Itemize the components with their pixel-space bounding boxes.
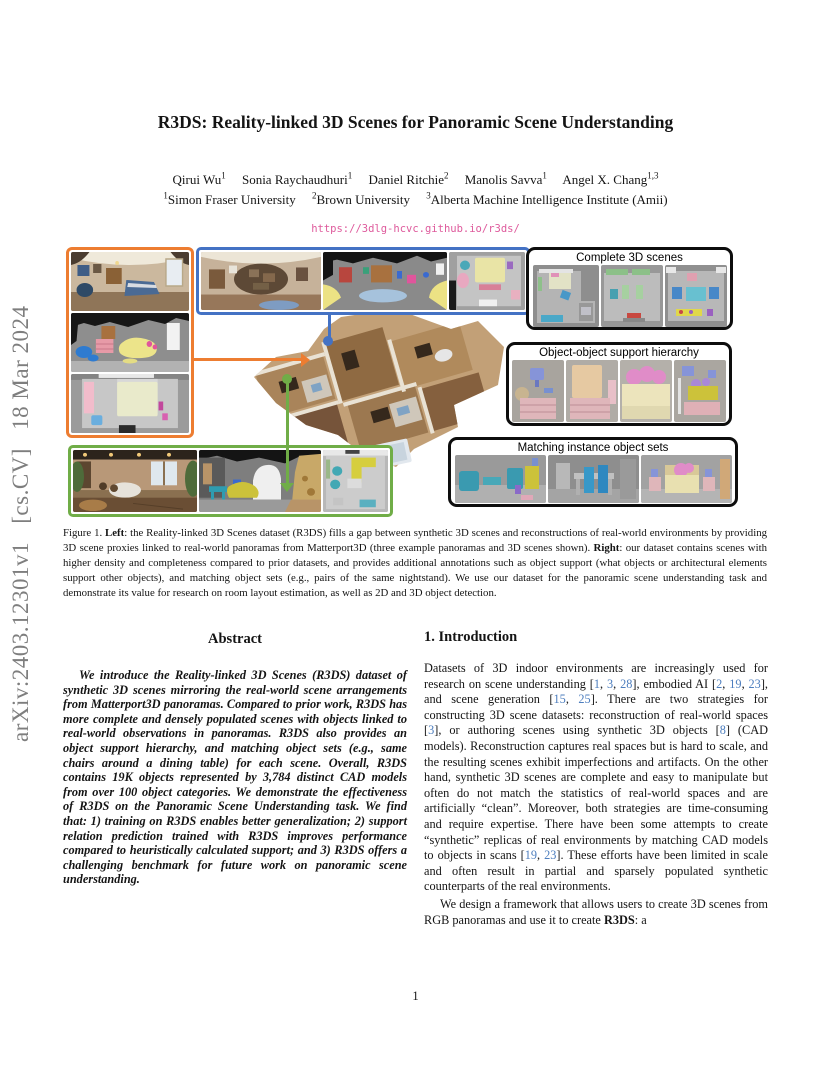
panorama-semantic-living: [199, 450, 321, 512]
bold-text: Right: [593, 542, 620, 555]
superscript: 2: [443, 170, 449, 181]
citation-link[interactable]: 15: [553, 692, 566, 707]
intro-paragraph-1: Datasets of 3D indoor environments are increasingly used for research on scene understanding [1, 3, 28], embodied AI [2, 19, 23], and scene generation [15, 25]. There are two strategies for constructing 3D scene datasets: reconstruction of real-world spaces [3], or authoring scenes using synthetic 3D objects [8] (CAD models). Reconstruction captures real spaces but is hard to scale, and the resulting scenes exhibit imperfections and artifacts. On the other hand, synthetic 3D scenes are complete and easy to manipulate but often do not match the statistics of real-world spaces and are artificially “clean”. Moreover, both strategies are time-consuming and require expertise. There have been some attempts to create “synthetic” replicas of real environments by matching CAD models to objects in scans [19, 23]. These efforts have been limited in scale and often result in partial and sparsely populated synthetic counterparts of the real environments.: [424, 661, 768, 894]
complete-3d-scenes-box: [526, 247, 733, 330]
matching-sets-label: Matching instance object sets: [517, 442, 669, 454]
connector-orange-arrow-icon: [301, 353, 310, 367]
scene-topdown-bedroom: [71, 374, 189, 433]
panorama-photo-den: [201, 252, 321, 310]
superscript: 3: [426, 190, 431, 201]
intro-paragraph-2: We design a framework that allows users to create 3D scenes from RGB panoramas and use it to create R3DS: a: [424, 896, 768, 927]
connector-green-arrow-icon: [280, 483, 294, 492]
page-number: 1: [412, 989, 419, 1003]
superscript: 1: [542, 170, 547, 181]
figure-1: [63, 247, 768, 520]
bold-text: Left: [105, 527, 125, 539]
figure-caption: Figure 1. Left: the Reality-linked 3D Scenes dataset (R3DS) fills a gap between synthetic 3D scenes and reconstructions of real-world environments by providing 3D scene proxies linked to real-world panoramas from Matterport3D (three example panoramas and 3D scenes shown). Right: our dataset contains scenes with higher density and completeness compared to prior datasets, and provides additional annotations such as object support (what objects or architectural elements support other objects), and matching object sets (e.g., pairs of the same nightstand). We use our dataset for the panoramic scene understanding task and demonstrate its value for research on room layout estimation, as well as 2D and 3D object detection.: [63, 527, 767, 600]
scene-topdown-den: [449, 252, 525, 310]
introduction-heading: 1. Introduction: [424, 629, 518, 645]
superscript: 1,3: [647, 170, 659, 181]
matching-sets-box: [448, 437, 738, 507]
superscript: 1: [221, 170, 226, 181]
support-thumb: [566, 360, 618, 422]
complete-scene-thumb: [601, 265, 663, 327]
paper-title: R3DS: Reality-linked 3D Scenes for Panoramic Scene Understanding: [157, 112, 674, 132]
citation-link[interactable]: 23: [748, 676, 761, 691]
citation-link[interactable]: 8: [719, 723, 726, 738]
citation-link[interactable]: 3: [607, 676, 614, 691]
bold-text: R3DS: [603, 912, 635, 927]
citation-link[interactable]: 19: [729, 676, 742, 691]
support-hierarchy-label: Object-object support hierarchy: [539, 347, 699, 359]
panorama-photo-bedroom: [71, 252, 189, 311]
superscript: 1: [347, 170, 353, 181]
scene-topdown-living: [323, 450, 388, 512]
abstract-column: [63, 631, 407, 887]
green-scene-group: [68, 445, 393, 517]
citation-link[interactable]: 19: [524, 848, 537, 863]
support-thumb: [674, 360, 726, 422]
support-thumb: [620, 360, 672, 422]
superscript: 2: [311, 190, 317, 201]
citation-link[interactable]: 3: [428, 723, 435, 738]
complete-scene-thumb: [533, 265, 599, 327]
blue-scene-group: [196, 247, 530, 315]
introduction-column: [424, 629, 768, 928]
citation-link[interactable]: 25: [578, 692, 591, 707]
citation-link[interactable]: 2: [716, 676, 723, 691]
citation-link[interactable]: 1: [593, 676, 601, 691]
support-hierarchy-box: [506, 342, 732, 426]
authors-line: Qirui Wu$^1$ Sonia Raychaudhuri$^1$ Daniel Ritchie$^2$ Manolis Savva$^1$ Angel X. Chang$^{1,3}$: [172, 170, 659, 187]
superscript: 1: [163, 190, 168, 201]
panorama-photo-living: [73, 450, 197, 512]
abstract-text: We introduce the Reality-linked 3D Scenes (R3DS) dataset of synthetic 3D scenes mirroring the real-world scene arrangements from Matterport3D panoramas. Compared to prior work, R3DS has more complete and densely populated scenes with objects linked to real-world observations in panoramas. R3DS also provides an object support hierarchy, and matching object sets (e.g., same chairs around a dining table) for each scene. Overall, R3DS contains 19K objects represented by 3,784 distinct CAD models from over 100 object categories. We demonstrate the effectiveness of R3DS on the Panoramic Scene Understanding task. We find that: 1) training on R3DS enables better generalization; 2) support relation prediction trained with R3DS improves performance compared to heuristically calculated support; and 3) R3DS offers a challenging benchmark for future work on panoramic scene understanding.: [63, 668, 407, 887]
affiliations-line: $^1$Simon Fraser University $^2$Brown University $^3$Alberta Machine Intelligence Institute (Amii): [163, 190, 668, 207]
citation-link[interactable]: 23: [544, 848, 557, 863]
matching-set-thumb: [641, 455, 732, 503]
complete-scenes-label: Complete 3D scenes: [576, 252, 683, 264]
project-url-link[interactable]: https://3dlg-hcvc.github.io/r3ds/: [311, 223, 520, 235]
panorama-semantic-bedroom: [71, 313, 189, 372]
connector-blue-dot: [323, 336, 333, 346]
support-thumb: [512, 360, 564, 422]
citation-link[interactable]: 28: [620, 676, 633, 691]
connector-green-line: [286, 380, 289, 484]
matching-set-thumb: [455, 455, 546, 503]
complete-scene-thumb: [665, 265, 727, 327]
matching-set-thumb: [548, 455, 639, 503]
arxiv-banner: arXiv:2403.12301v1 [cs.CV] 18 Mar 2024: [8, 305, 33, 743]
connector-orange-line: [194, 358, 302, 361]
orange-scene-group: [66, 247, 194, 438]
project-url-line: [63, 219, 768, 237]
panorama-semantic-den: [323, 252, 447, 310]
abstract-heading: Abstract: [208, 631, 262, 647]
